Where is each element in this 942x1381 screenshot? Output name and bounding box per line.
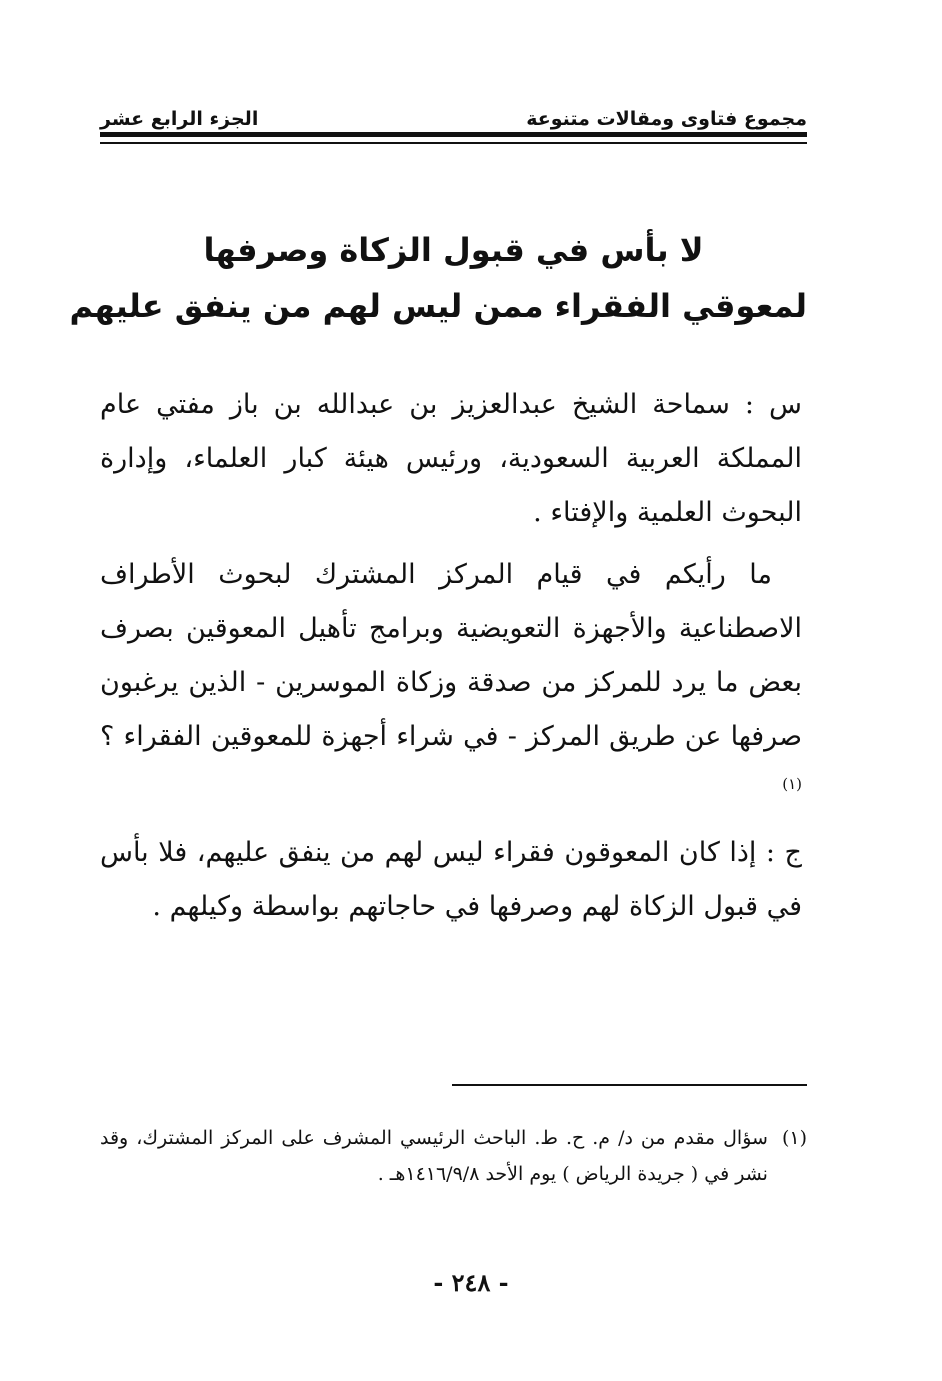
page-number: - ٢٤٨ - (433, 1268, 509, 1297)
title-line-1: لا بأس في قبول الزكاة وصرفها (203, 231, 704, 269)
article-title (69, 222, 807, 334)
footnote-reference: (١) (782, 775, 802, 793)
book-title: مجموع فتاوى ومقالات متنوعة (526, 108, 807, 130)
footnote (100, 1120, 807, 1192)
question-text: ما رأيكم في قيام المركز المشترك لبحوث الأطراف الاصطناعية والأجهزة التعويضية وبرامج تأهيل المعوقين بصرف بعض ما يرد للمركز من صدقة وزكاة الموسرين - الذين يرغبون صرفها عن طريق المركز - في شراء أجهزة للمعوقين الفقراء ؟ (100, 559, 802, 752)
question-address: س : سماحة الشيخ عبدالعزيز بن عبدالله بن باز مفتي عام المملكة العربية السعودية، ورئيس هيئة كبار العلماء، وإدارة البحوث العلمية والإفتاء . (100, 389, 802, 528)
footnote-separator (452, 1084, 807, 1086)
running-header (100, 96, 807, 130)
footnote-text: سؤال مقدم من د/ م. ح. ط. الباحث الرئيسي المشرف على المركز المشترك، وقد نشر في ( جريدة الرياض ) يوم الأحد ١٤١٦/٩/٨هـ . (100, 1127, 768, 1185)
footnote-number: (١) (781, 1127, 807, 1149)
article-body (100, 378, 802, 942)
header-rule-thick (100, 132, 807, 137)
header-rule-thin (100, 142, 807, 144)
volume-label: الجزء الرابع عشر (100, 108, 259, 130)
title-line-2: لمعوقي الفقراء ممن ليس لهم من ينفق عليهم (69, 287, 807, 325)
question-paragraph (100, 548, 802, 818)
answer-paragraph: ج : إذا كان المعوقون فقراء ليس لهم من ينفق عليهم، فلا بأس في قبول الزكاة لهم وصرفها في حاجاتهم بواسطة وكيلهم . (100, 837, 802, 922)
